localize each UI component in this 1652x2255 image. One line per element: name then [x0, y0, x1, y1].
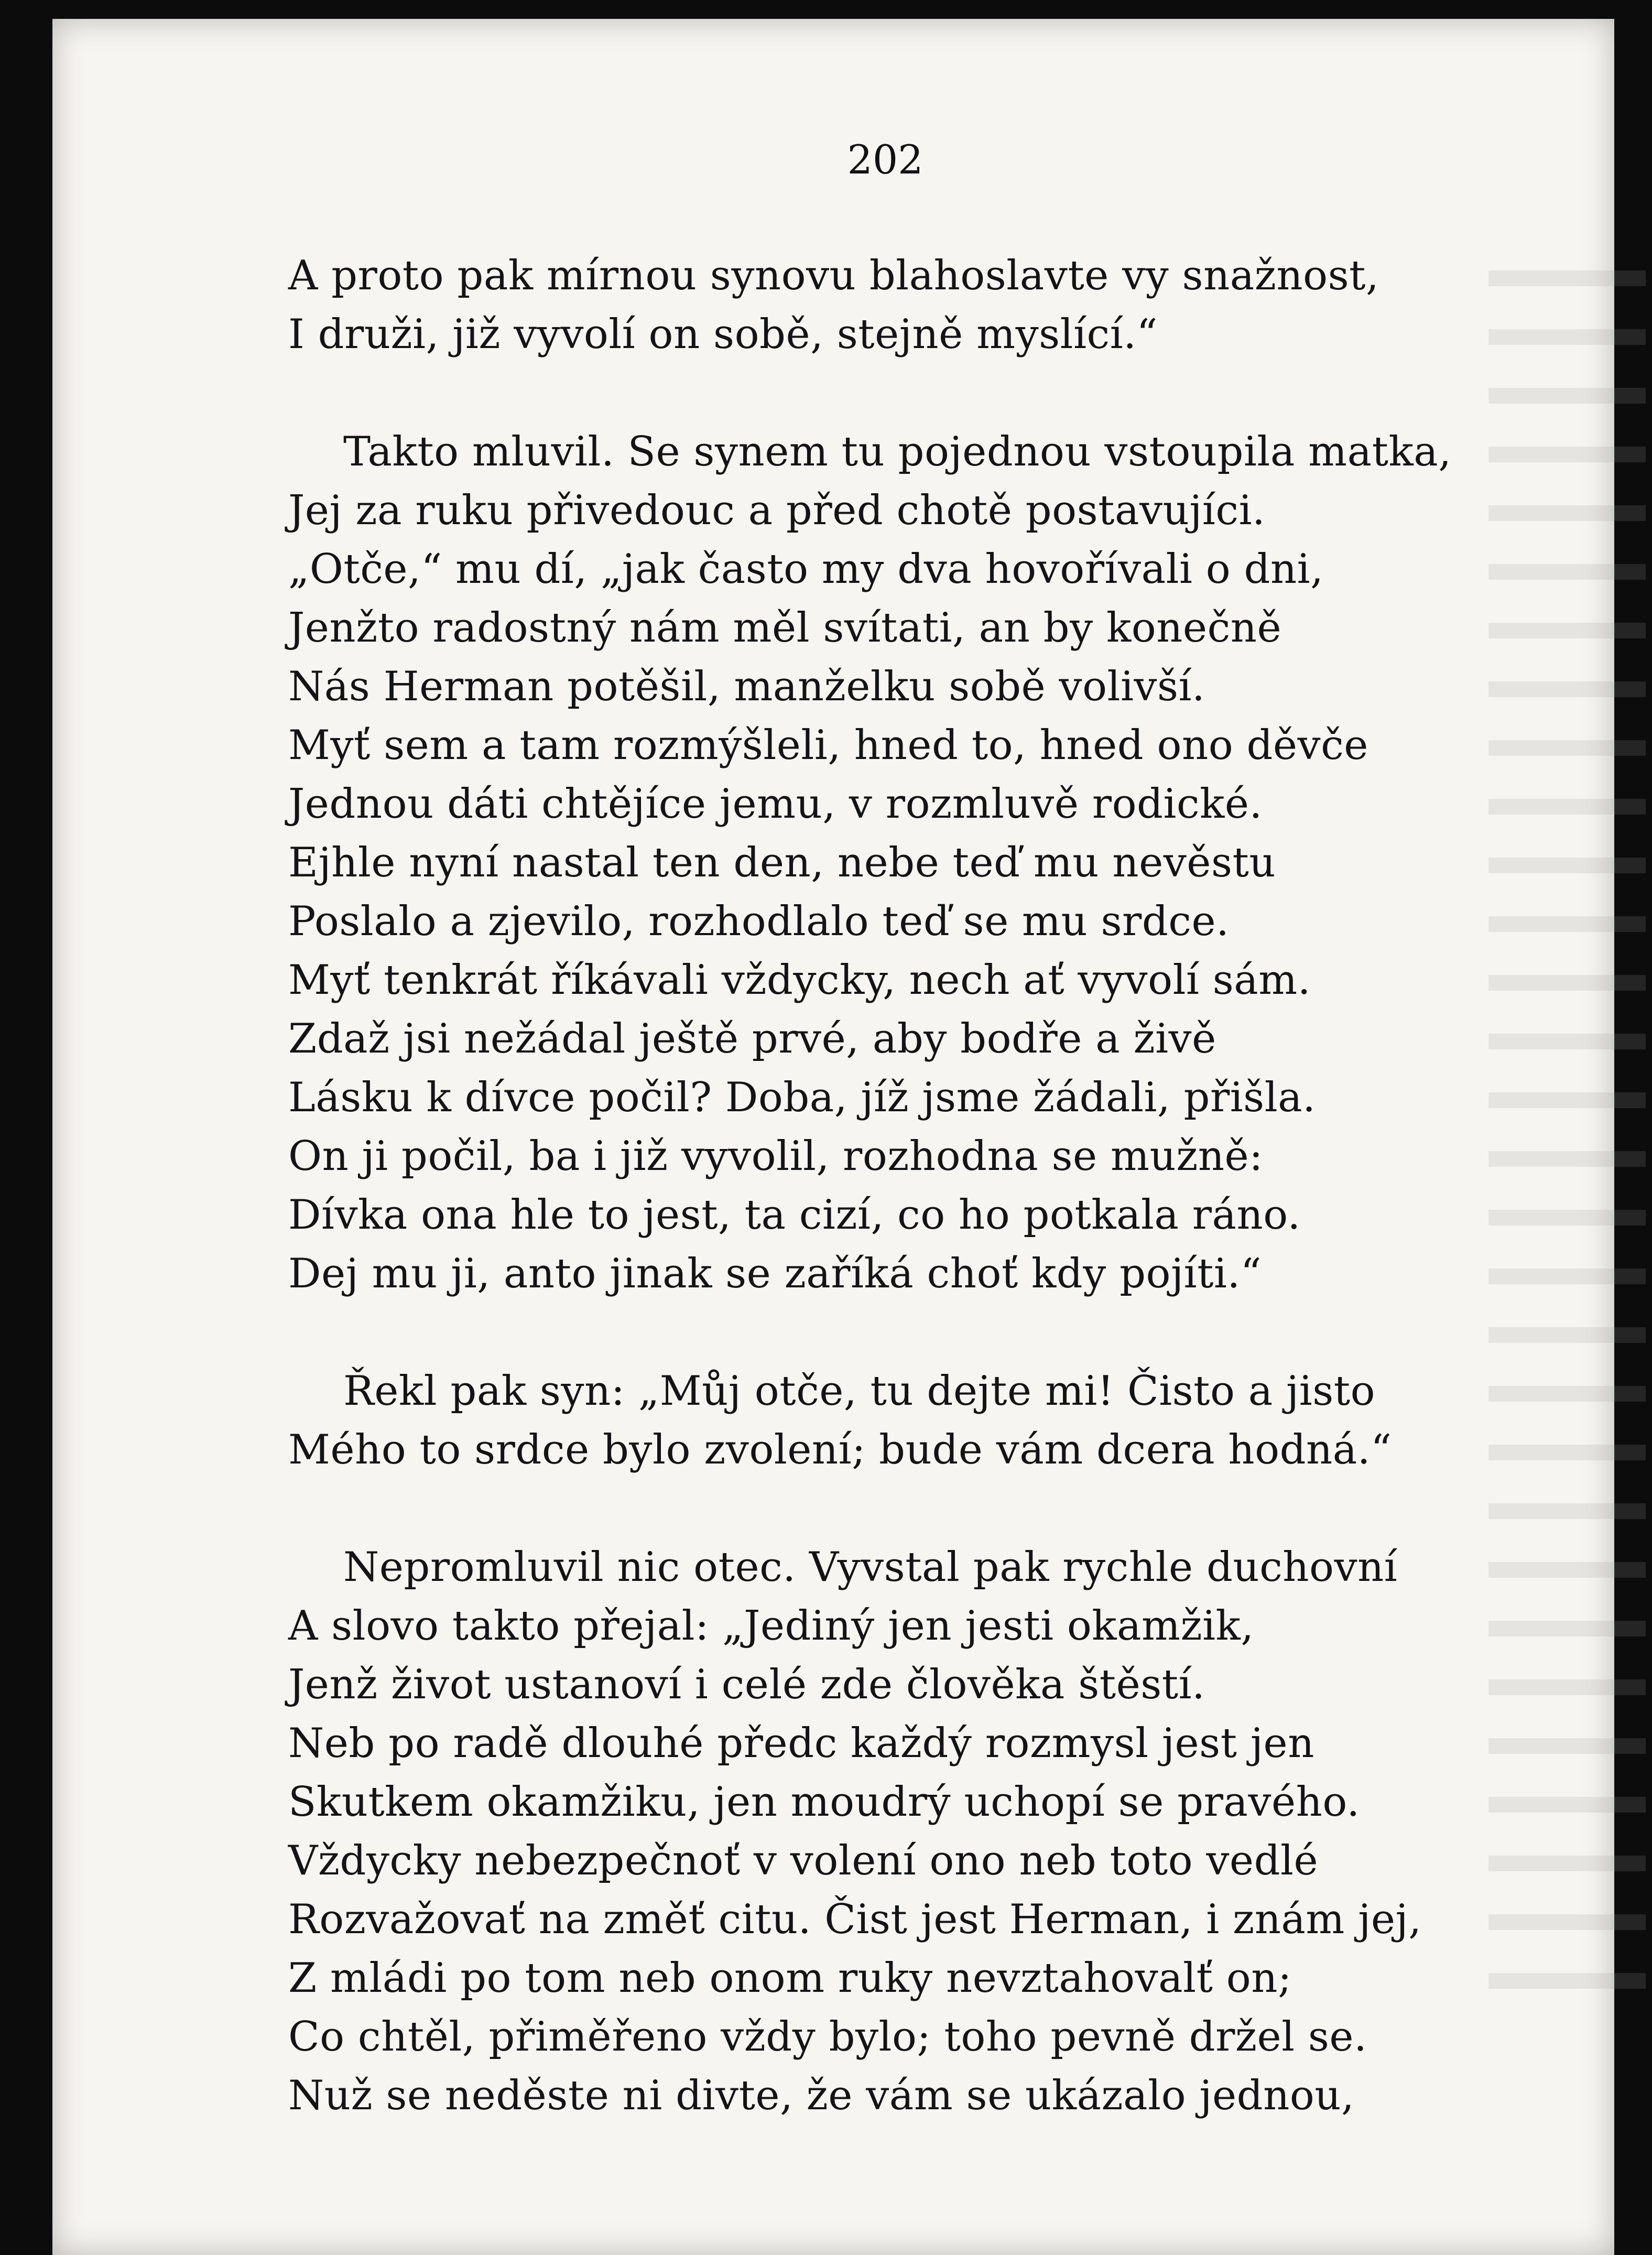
stanza	[288, 1538, 1557, 2125]
verse-line: Jenž život ustanoví i celé zde člověka štěstí.	[288, 1661, 1205, 1708]
verse-line: A proto pak mírnou synovu blahoslavte vy snažnost,	[288, 252, 1379, 299]
verse-line: Jenžto radostný nám měl svítati, an by konečně	[288, 604, 1282, 652]
verse-line: Co chtěl, přiměřeno vždy bylo; toho pevně držel se.	[288, 2013, 1367, 2061]
verse-line: Neb po radě dlouhé předc každý rozmysl jest jen	[288, 1720, 1314, 1767]
verse-line: Poslalo a zjevilo, rozhodlalo teď se mu srdce.	[288, 898, 1230, 945]
poem-text	[288, 246, 1557, 2125]
verse-line: Rozvažovať na změť citu. Čist jest Herman, i znám jej,	[288, 1896, 1422, 1943]
verse-line: Jednou dáti chtějíce jemu, v rozmluvě rodické.	[288, 780, 1263, 828]
verse-line: Ejhle nyní nastal ten den, nebe teď mu nevěstu	[288, 839, 1276, 886]
verse-line: Mého to srdce bylo zvolení; bude vám dcera hodná.“	[288, 1426, 1392, 1473]
verse-line: Lásku k dívce počil? Doba, jíž jsme žádali, přišla.	[288, 1074, 1316, 1121]
stanza	[288, 422, 1557, 1303]
verse-line: Nepromluvil nic otec. Vyvstal pak rychle duchovní	[343, 1544, 1398, 1591]
verse-line: Takto mluvil. Se synem tu pojednou vstoupila matka,	[343, 428, 1452, 475]
verse-line: „Otče,“ mu dí, „jak často my dva hovořívali o dni,	[288, 546, 1324, 593]
verse-line: Dej mu ji, anto jinak se zaříká choť kdy pojíti.“	[288, 1250, 1262, 1297]
verse-line: Nás Herman potěšil, manželku sobě volivší.	[288, 663, 1205, 710]
verse-line: Myť tenkrát říkávali vždycky, nech ať vyvolí sám.	[288, 957, 1311, 1004]
verse-line: Zdaž jsi nežádal ještě prvé, aby bodře a živě	[288, 1015, 1216, 1063]
verse-line: A slovo takto přejal: „Jediný jen jesti okamžik,	[288, 1602, 1254, 1650]
stanza	[288, 1362, 1557, 1479]
verse-line: Nuž se neděste ni divte, že vám se ukázalo jednou,	[288, 2072, 1355, 2119]
page-number: 202	[847, 136, 923, 183]
verse-line: I druži, již vyvolí on sobě, stejně myslící.“	[288, 311, 1158, 358]
verse-line: Myť sem a tam rozmýšleli, hned to, hned ono děvče	[288, 722, 1368, 769]
verse-line: Dívka ona hle to jest, ta cizí, co ho potkala ráno.	[288, 1191, 1301, 1239]
verse-line: Vždycky nebezpečnoť v volení ono neb toto vedlé	[288, 1837, 1319, 1884]
verse-line: Řekl pak syn: „Můj otče, tu dejte mi! Čisto a jisto	[343, 1368, 1376, 1415]
verse-line: Z mládi po tom neb onom ruky nevztahovalť on;	[288, 1955, 1292, 2002]
verse-line: Skutkem okamžiku, jen moudrý uchopí se pravého.	[288, 1779, 1360, 1826]
verse-line: On ji počil, ba i již vyvolil, rozhodna se mužně:	[288, 1133, 1263, 1180]
verse-line: Jej za ruku přivedouc a před chotě postavujíci.	[288, 487, 1266, 534]
stanza	[288, 246, 1557, 364]
